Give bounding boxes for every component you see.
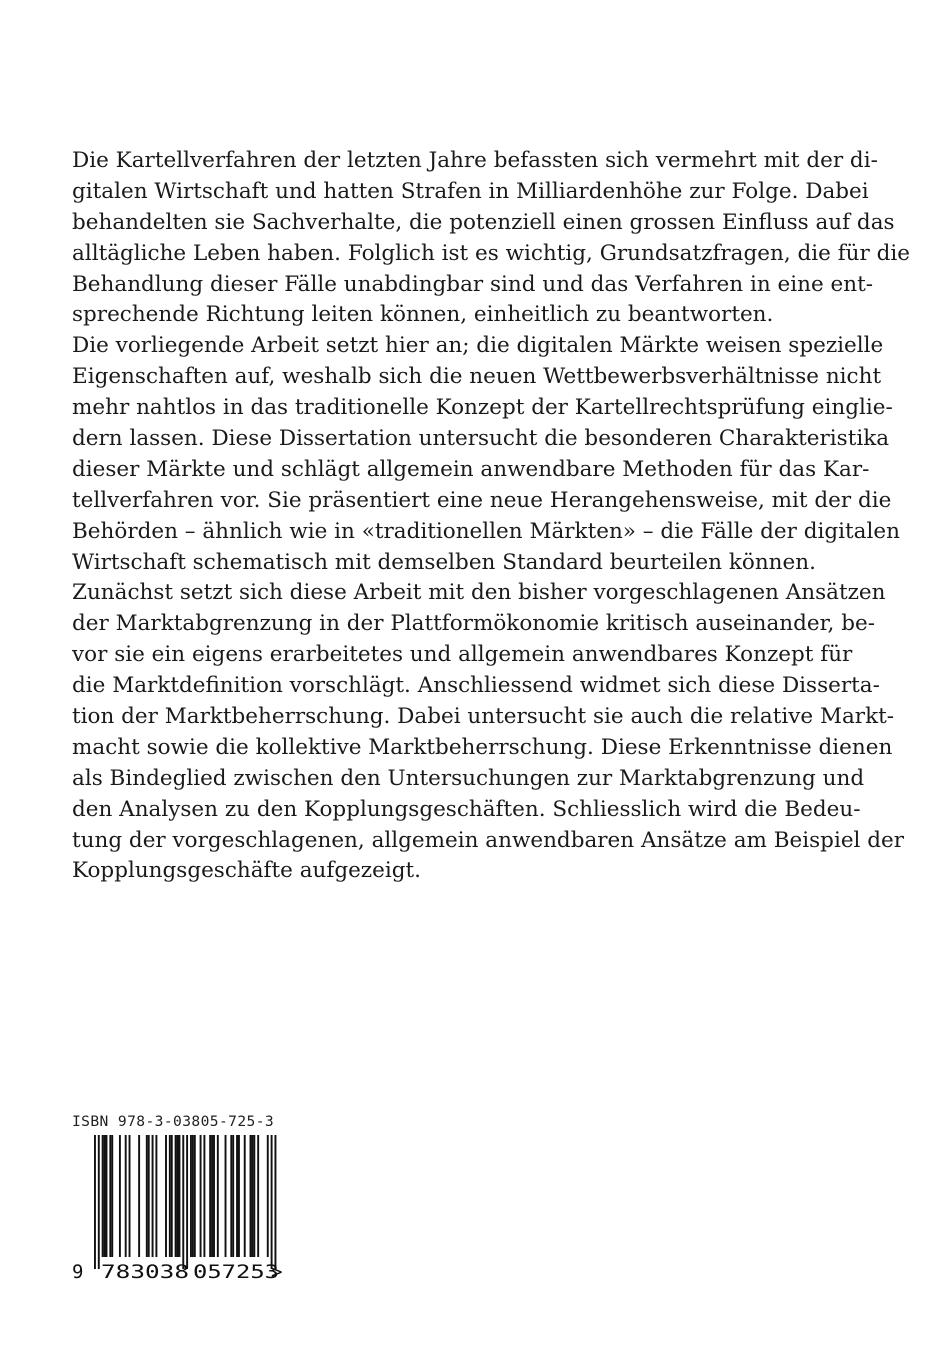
- barcode-bar: [225, 1135, 227, 1257]
- barcode-bar: [175, 1135, 177, 1257]
- barcode-bar: [94, 1135, 96, 1269]
- barcode-bar: [244, 1135, 246, 1257]
- barcode-bar: [111, 1135, 113, 1257]
- back-cover-blurb: [72, 146, 910, 887]
- barcode-bar: [217, 1135, 219, 1257]
- blurb-line: Wirtschaft schematisch mit demselben Standard beurteilen können.: [72, 549, 816, 575]
- barcode-bar: [190, 1135, 192, 1257]
- blurb-line: gitalen Wirtschaft und hatten Strafen in Milliardenhöhe zur Folge. Dabei: [72, 178, 869, 204]
- barcode-bar: [171, 1135, 173, 1257]
- barcode-bar: [146, 1135, 148, 1257]
- blurb-line: Eigenschaften auf, weshalb sich die neuen Wettbewerbsverhältnisse nicht: [72, 364, 882, 390]
- barcode-bar: [203, 1135, 205, 1257]
- barcode-bar: [213, 1135, 215, 1257]
- blurb-line: alltägliche Leben haben. Folglich ist es wichtig, Grundsatzfragen, die für die: [72, 240, 910, 266]
- barcode-bar: [200, 1135, 202, 1257]
- barcode-bar: [177, 1135, 179, 1257]
- barcode-lead-digit: 9: [72, 1261, 84, 1283]
- blurb-line: Behörden – ähnlich wie in «traditionellen Märkten» – die Fälle der digitalen: [72, 518, 900, 544]
- blurb-line: mehr nahtlos in das traditionelle Konzept der Kartellrechtsprüfung einglie-: [72, 395, 893, 421]
- barcode-bar: [250, 1135, 252, 1257]
- barcode-bar: [125, 1135, 127, 1257]
- barcode-right-digits: 057253: [193, 1261, 279, 1283]
- barcode-bar: [192, 1135, 194, 1257]
- isbn-barcode: [72, 1135, 286, 1283]
- barcode-bars: [94, 1135, 276, 1269]
- barcode-bar: [178, 1135, 180, 1257]
- barcode-bar: [182, 1135, 184, 1269]
- blurb-line: die Marktdefinition vorschlägt. Anschliessend widmet sich diese Disserta-: [72, 673, 880, 699]
- barcode-bar: [209, 1135, 211, 1257]
- barcode-left-digits: 783038: [101, 1261, 189, 1283]
- isbn-label: ISBN 978-3-03805-725-3: [72, 1113, 275, 1130]
- barcode-bar: [230, 1135, 232, 1257]
- blurb-line: Zunächst setzt sich diese Arbeit mit den bisher vorgeschlagenen Ansätzen: [72, 580, 886, 606]
- blurb-line: Die Kartellverfahren der letzten Jahre befassten sich vermehrt mit der di-: [72, 148, 878, 173]
- blurb-line: macht sowie die kollektive Marktbeherrschung. Diese Erkenntnisse dienen: [72, 734, 893, 760]
- barcode-bar: [104, 1135, 106, 1257]
- blurb-line: sprechende Richtung leiten können, einheitlich zu beantworten.: [72, 302, 774, 328]
- barcode-bar: [267, 1135, 269, 1257]
- barcode-bar: [102, 1135, 104, 1257]
- barcode-bar: [106, 1135, 108, 1257]
- blurb-line: Die vorliegende Arbeit setzt hier an; die digitalen Märkte weisen spezielle: [72, 333, 884, 359]
- blurb-line: Behandlung dieser Fälle unabdingbar sind und das Verfahren in eine ent-: [72, 271, 873, 297]
- blurb-line: tellverfahren vor. Sie präsentiert eine neue Herangehensweise, mit der die: [72, 487, 892, 513]
- barcode-bar: [238, 1135, 240, 1257]
- barcode-bar: [109, 1135, 111, 1257]
- blurb-line: vor sie ein eigens erarbeitetes und allgemein anwendbares Konzept für: [72, 642, 853, 668]
- barcode-bar: [186, 1135, 188, 1269]
- blurb-line: als Bindeglied zwischen den Untersuchungen zur Marktabgrenzung und: [72, 765, 865, 791]
- barcode-bar: [98, 1135, 100, 1269]
- barcode-bar: [253, 1135, 255, 1257]
- barcode-bar: [211, 1135, 213, 1257]
- blurb-line: tion der Marktbeherrschung. Dabei untersucht sie auch die relative Markt-: [72, 704, 895, 730]
- barcode-bar: [236, 1135, 238, 1257]
- blurb-line: Kopplungsgeschäfte aufgezeigt.: [72, 858, 421, 884]
- blurb-line: der Marktabgrenzung in der Plattformökonomie kritisch auseinander, be-: [72, 611, 875, 637]
- blurb-line: den Analysen zu den Kopplungsgeschäften. Schliesslich wird die Bedeu-: [72, 796, 861, 822]
- barcode-bar: [138, 1135, 140, 1257]
- barcode-bar: [251, 1135, 253, 1257]
- barcode-bar: [148, 1135, 150, 1257]
- barcode-bar: [169, 1135, 171, 1257]
- blurb-line: tung der vorgeschlagenen, allgemein anwendbaren Ansätze am Beispiel der: [72, 827, 905, 853]
- barcode-bar: [119, 1135, 121, 1257]
- barcode-bar: [165, 1135, 167, 1257]
- barcode-bar: [232, 1135, 234, 1257]
- barcode-bar: [152, 1135, 154, 1257]
- barcode-bar: [155, 1135, 157, 1257]
- barcode-bar: [274, 1135, 276, 1269]
- blurb-line: behandelten sie Sachverhalte, die potenziell einen grossen Einfluss auf das: [72, 209, 895, 235]
- barcode-bar: [271, 1135, 273, 1269]
- barcode-bar: [257, 1135, 259, 1257]
- barcode-bar: [129, 1135, 131, 1257]
- blurb-line: dieser Märkte und schlägt allgemein anwendbare Methoden für das Kar-: [72, 456, 870, 482]
- barcode-bar: [194, 1135, 196, 1257]
- barcode-quiet-zone-marker: >: [271, 1261, 283, 1283]
- blurb-line: dern lassen. Diese Dissertation untersucht die besonderen Charakteristika: [72, 426, 890, 452]
